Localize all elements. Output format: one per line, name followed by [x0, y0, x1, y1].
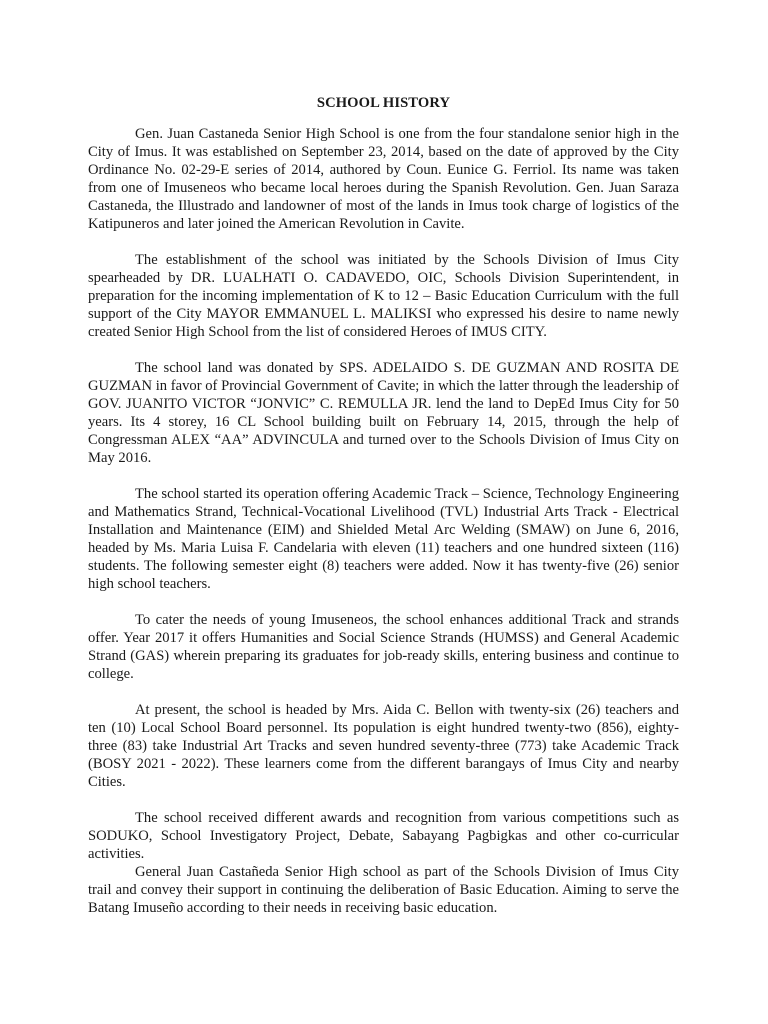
paragraph-additional-strands: To cater the needs of young Imuseneos, the school enhances additional Track and strands offer. Year 2017 it offers Humanities and Social Science Strands (HUMSS) and General Academic Strand (GAS) wherein preparing its graduates for job-ready skills, entering business and continue to college.: [88, 612, 679, 682]
paragraph-establishment: The establishment of the school was initiated by the Schools Division of Imus City spearheaded by DR. LUALHATI O. CADAVEDO, OIC, Schools Division Superintendent, in preparation for the incoming implementation of K to 12 – Basic Education Curriculum with the full support of the City MAYOR EMMANUEL L. MALIKSI who expressed his desire to name newly created Senior High School from the list of considered Heroes of IMUS CITY.: [88, 252, 679, 340]
paragraph-gap: [88, 341, 679, 359]
paragraph-closing: General Juan Castañeda Senior High school as part of the Schools Division of Imus City trail and convey their support in continuing the deliberation of Basic Education. Aiming to serve the Batang Imuseño according to their needs in receiving basic education.: [88, 864, 679, 916]
paragraph-present: At present, the school is headed by Mrs. Aida C. Bellon with twenty-six (26) teachers and ten (10) Local School Board personnel. Its population is eight hundred twenty-two (856), eighty-three (83) take Industrial Art Tracks and seven hundred seventy-three (773) take Academic Track (BOSY 2021 - 2022). These learners come from the different barangays of Imus City and nearby Cities.: [88, 702, 679, 790]
paragraph-awards: The school received different awards and recognition from various competitions such as SODUKO, School Investigatory Project, Debate, Sabayang Pagbigkas and other co-curricular activities.: [88, 810, 679, 862]
paragraph-gap: [88, 593, 679, 611]
paragraph-gap: [88, 683, 679, 701]
paragraph-founding: Gen. Juan Castaneda Senior High School is one from the four standalone senior high in the City of Imus. It was established on September 23, 2014, based on the date of approved by the City Ordinance No. 02-29-E series of 2014, authored by Coun. Eunice G. Ferriol. Its name was taken from one of Imuseneos who became local heroes during the Spanish Revolution. Gen. Juan Saraza Castaneda, the Illustrado and landowner of most of the lands in Imus took charge of logistics of the Katipuneros and later joined the American Revolution in Cavite.: [88, 126, 679, 232]
paragraph-gap: [88, 233, 679, 251]
paragraph-gap: [88, 467, 679, 485]
document-body: [88, 94, 679, 917]
document-title: SCHOOL HISTORY: [316, 95, 451, 111]
paragraph-operation-start: The school started its operation offering Academic Track – Science, Technology Engineering and Mathematics Strand, Technical-Vocational Livelihood (TVL) Industrial Arts Track - Electrical Installation and Maintenance (EIM) and Shielded Metal Arc Welding (SMAW) on June 6, 2016, headed by Ms. Maria Luisa F. Candelaria with eleven (11) teachers and one hundred sixteen (116) students. The following semester eight (8) teachers were added. Now it has twenty-five (26) senior high school teachers.: [88, 486, 679, 592]
paragraph-gap: [88, 791, 679, 809]
paragraph-school-land: The school land was donated by SPS. ADELAIDO S. DE GUZMAN AND ROSITA DE GUZMAN in favor of Provincial Government of Cavite; in which the latter through the leadership of GOV. JUANITO VICTOR “JONVIC” C. REMULLA JR. lend the land to DepEd Imus City for 50 years. Its 4 storey, 16 CL School building built on February 14, 2015, through the help of Congressman ALEX “AA” ADVINCULA and turned over to the Schools Division of Imus City on May 2016.: [88, 360, 679, 466]
